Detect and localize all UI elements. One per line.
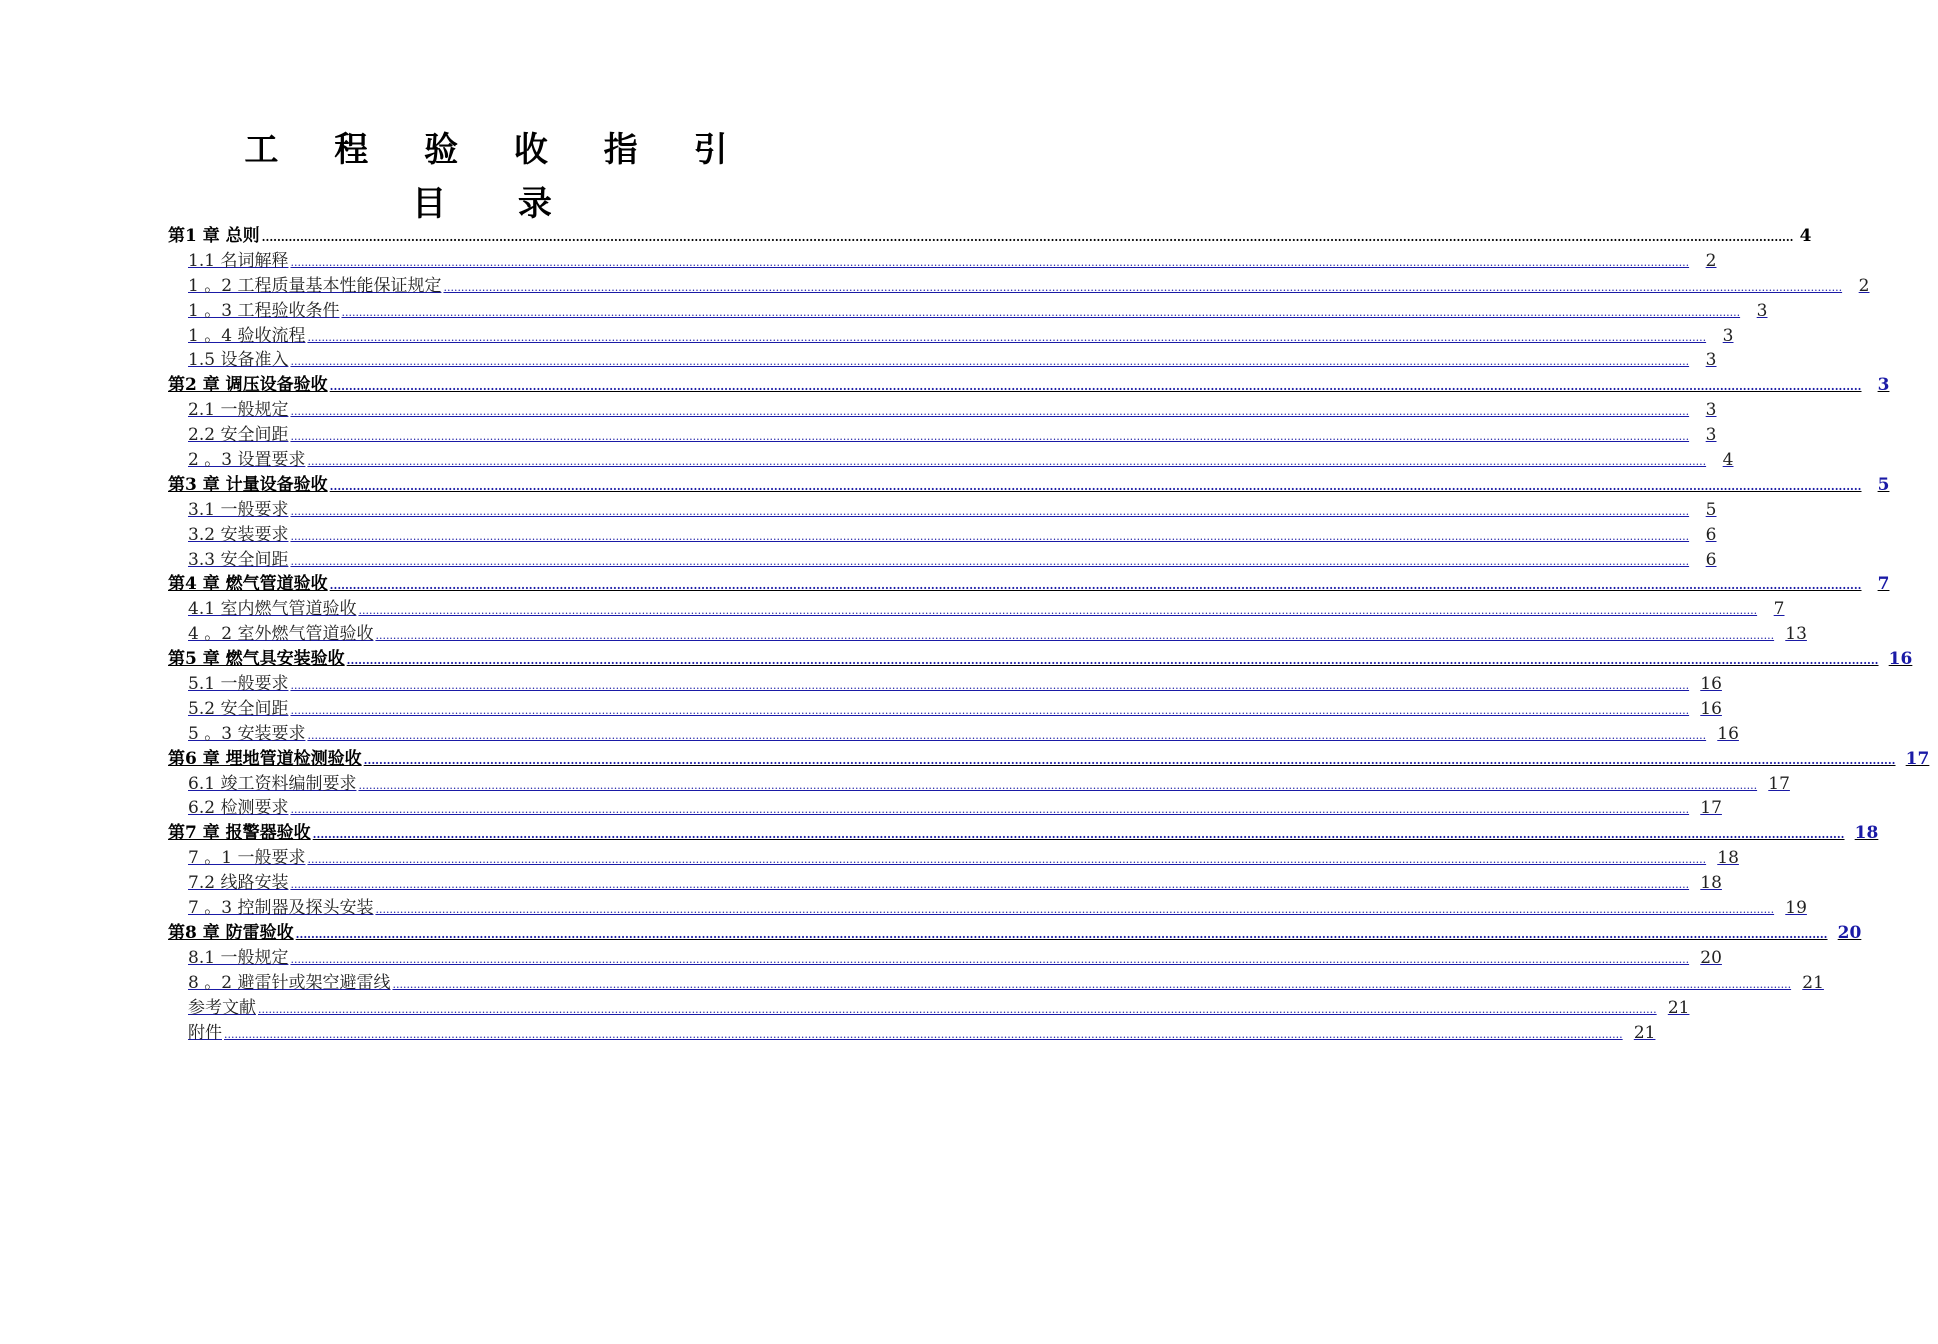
toc-section-entry[interactable]	[168, 324, 1734, 349]
toc-page-number: 16	[1700, 674, 1722, 695]
toc-page-number: 21	[1633, 1022, 1656, 1043]
toc-entry-label: 第1 章 总则	[168, 226, 260, 246]
toc-dot-leader: ................................................................................................................................................................................................................................................................................................................................................................................................................	[290, 504, 1690, 518]
toc-entry-label: 8 。2 避雷针或架空避雷线	[188, 972, 391, 993]
toc-section-entry[interactable]	[168, 448, 1734, 473]
toc-section-entry[interactable]	[168, 1021, 1656, 1046]
toc-page-number: 17	[1905, 748, 1930, 769]
toc-page-number: 20	[1700, 947, 1722, 968]
toc-dot-leader: ................................................................................................................................................................................................................................................................................................................................................................................................................	[224, 1027, 1623, 1041]
toc-dot-leader: ................................................................................................................................................................................................................................................................................................................................................................................................................	[363, 753, 1896, 767]
toc-page-number: 3	[1705, 350, 1717, 371]
toc-entry-label: 7 。3 控制器及探头安装	[188, 898, 374, 919]
toc-section-entry[interactable]	[168, 722, 1739, 747]
toc-page-number: 16	[1717, 723, 1739, 744]
toc-chapter-entry[interactable]	[168, 921, 1862, 946]
toc-page-number: 7	[1773, 599, 1785, 620]
toc-page-number: 3	[1705, 400, 1717, 421]
toc-chapter-entry[interactable]	[168, 473, 1890, 498]
toc-dot-leader: ................................................................................................................................................................................................................................................................................................................................................................................................................	[290, 679, 1690, 693]
toc-chapter-entry[interactable]	[168, 821, 1879, 846]
toc-dot-leader: ................................................................................................................................................................................................................................................................................................................................................................................................................	[290, 255, 1690, 269]
toc-entry-label: 2.2 安全间距	[188, 425, 289, 446]
toc-section-entry[interactable]	[168, 796, 1722, 821]
toc-page-number: 3	[1877, 375, 1890, 396]
toc-page-number: 7	[1877, 574, 1890, 595]
toc-page-number: 5	[1877, 474, 1890, 495]
toc-entry-label: 1.5 设备准入	[188, 350, 289, 371]
toc-entry-label: 7 。1 一般要求	[188, 848, 306, 869]
toc-dot-leader: ................................................................................................................................................................................................................................................................................................................................................................................................................	[341, 305, 1741, 319]
toc-dot-leader: ................................................................................................................................................................................................................................................................................................................................................................................................................	[346, 654, 1879, 668]
toc-entry-label: 2 。3 设置要求	[188, 450, 306, 471]
toc-dot-leader: ................................................................................................................................................................................................................................................................................................................................................................................................................	[261, 231, 1794, 244]
toc-page-number: 18	[1700, 873, 1722, 894]
toc-heading: 目 录	[412, 184, 582, 224]
toc-section-entry[interactable]	[168, 523, 1717, 548]
toc-chapter-entry[interactable]	[168, 373, 1890, 398]
toc-dot-leader: ................................................................................................................................................................................................................................................................................................................................................................................................................	[392, 977, 1792, 991]
toc-entry-label: 第3 章 计量设备验收	[168, 474, 328, 495]
toc-dot-leader: ................................................................................................................................................................................................................................................................................................................................................................................................................	[358, 604, 1758, 618]
toc-page-number: 3	[1705, 425, 1717, 446]
toc-section-entry[interactable]	[168, 597, 1785, 622]
toc-dot-leader: ................................................................................................................................................................................................................................................................................................................................................................................................................	[358, 778, 1758, 792]
toc-page-number: 20	[1837, 922, 1862, 943]
toc-entry-label: 第2 章 调压设备验收	[168, 375, 328, 396]
toc-dot-leader: ................................................................................................................................................................................................................................................................................................................................................................................................................	[290, 952, 1690, 966]
toc-page-number: 19	[1785, 898, 1807, 919]
toc-section-entry[interactable]	[168, 946, 1722, 971]
toc-entry-label: 3.2 安装要求	[188, 524, 289, 545]
toc-dot-leader: ................................................................................................................................................................................................................................................................................................................................................................................................................	[329, 380, 1862, 394]
toc-entry-label: 3.1 一般要求	[188, 499, 289, 520]
toc-dot-leader: ................................................................................................................................................................................................................................................................................................................................................................................................................	[375, 903, 1775, 917]
toc-dot-leader: ................................................................................................................................................................................................................................................................................................................................................................................................................	[290, 529, 1690, 543]
toc-entry-label: 1 。2 工程质量基本性能保证规定	[188, 275, 442, 296]
toc-entry-label: 第6 章 埋地管道检测验收	[168, 748, 362, 769]
toc-dot-leader: ................................................................................................................................................................................................................................................................................................................................................................................................................	[443, 280, 1843, 294]
toc-section-entry[interactable]	[168, 299, 1768, 324]
toc-dot-leader: ................................................................................................................................................................................................................................................................................................................................................................................................................	[290, 703, 1690, 717]
toc-section-entry[interactable]	[168, 971, 1824, 996]
toc-dot-leader: ................................................................................................................................................................................................................................................................................................................................................................................................................	[295, 927, 1828, 941]
toc-page-number: 21	[1802, 972, 1824, 993]
toc-page-number: 6	[1705, 524, 1717, 545]
toc-entry-label: 附件	[188, 1022, 222, 1043]
toc-entry-label: 5.1 一般要求	[188, 674, 289, 695]
toc-section-entry[interactable]	[168, 871, 1722, 896]
toc-entry-label: 第8 章 防雷验收	[168, 922, 294, 943]
toc-dot-leader: ................................................................................................................................................................................................................................................................................................................................................................................................................	[290, 430, 1690, 444]
toc-section-entry[interactable]	[168, 996, 1690, 1021]
toc-section-entry[interactable]	[168, 348, 1717, 373]
toc-dot-leader: ................................................................................................................................................................................................................................................................................................................................................................................................................	[307, 455, 1707, 469]
toc-dot-leader: ................................................................................................................................................................................................................................................................................................................................................................................................................	[290, 405, 1690, 419]
toc-chapter-entry[interactable]	[168, 572, 1890, 597]
toc-page-number: 17	[1768, 773, 1790, 794]
toc-page-number: 18	[1717, 848, 1739, 869]
toc-dot-leader: ................................................................................................................................................................................................................................................................................................................................................................................................................	[329, 479, 1862, 493]
toc-section-entry[interactable]	[168, 398, 1717, 423]
toc-dot-leader: ................................................................................................................................................................................................................................................................................................................................................................................................................	[290, 355, 1690, 369]
toc-section-entry[interactable]	[168, 846, 1739, 871]
toc-page-number: 16	[1888, 649, 1913, 670]
toc-page-number: 4	[1799, 226, 1812, 246]
toc-page-number: 6	[1705, 549, 1717, 570]
toc-entry-label: 6.2 检测要求	[188, 798, 289, 819]
toc-dot-leader: ................................................................................................................................................................................................................................................................................................................................................................................................................	[312, 828, 1845, 842]
toc-entry-label: 参考文献	[188, 997, 256, 1018]
toc-page-number: 16	[1700, 698, 1722, 719]
toc-section-entry[interactable]	[168, 548, 1717, 573]
toc-page-number: 4	[1722, 450, 1734, 471]
toc-page-number: 18	[1854, 823, 1879, 844]
toc-section-entry[interactable]	[168, 423, 1717, 448]
toc-dot-leader: ................................................................................................................................................................................................................................................................................................................................................................................................................	[329, 579, 1862, 593]
toc-entry-label: 5.2 安全间距	[188, 698, 289, 719]
toc-entry-label: 4.1 室内燃气管道验收	[188, 599, 357, 620]
toc-page-number: 5	[1705, 499, 1717, 520]
document-title: 工 程 验 收 指 引	[244, 130, 750, 170]
table-of-contents	[168, 224, 1930, 1045]
toc-entry-label: 2.1 一般规定	[188, 400, 289, 421]
toc-dot-leader: ................................................................................................................................................................................................................................................................................................................................................................................................................	[375, 629, 1775, 643]
toc-section-entry[interactable]	[168, 697, 1722, 722]
toc-section-entry[interactable]	[168, 622, 1807, 647]
toc-dot-leader: ................................................................................................................................................................................................................................................................................................................................................................................................................	[307, 728, 1707, 742]
toc-dot-leader: ................................................................................................................................................................................................................................................................................................................................................................................................................	[290, 554, 1690, 568]
toc-chapter-entry[interactable]	[168, 647, 1913, 672]
toc-chapter-entry[interactable]	[168, 224, 1812, 249]
toc-page-number: 3	[1756, 300, 1768, 321]
toc-entry-label: 第4 章 燃气管道验收	[168, 574, 328, 595]
toc-entry-label: 5 。3 安装要求	[188, 723, 306, 744]
toc-dot-leader: ................................................................................................................................................................................................................................................................................................................................................................................................................	[307, 853, 1707, 867]
toc-page-number: 17	[1700, 798, 1722, 819]
toc-page-number: 3	[1722, 325, 1734, 346]
toc-entry-label: 3.3 安全间距	[188, 549, 289, 570]
toc-dot-leader: ................................................................................................................................................................................................................................................................................................................................................................................................................	[307, 330, 1707, 344]
toc-entry-label: 1.1 名词解释	[188, 250, 289, 271]
toc-entry-label: 第7 章 报警器验收	[168, 823, 311, 844]
toc-section-entry[interactable]	[168, 772, 1790, 797]
toc-entry-label: 8.1 一般规定	[188, 947, 289, 968]
toc-entry-label: 1 。4 验收流程	[188, 325, 306, 346]
toc-page-number: 21	[1667, 997, 1690, 1018]
toc-dot-leader: ................................................................................................................................................................................................................................................................................................................................................................................................................	[258, 1002, 1657, 1016]
toc-page-number: 2	[1858, 275, 1870, 296]
toc-section-entry[interactable]	[168, 274, 1870, 299]
toc-page-number: 2	[1705, 250, 1717, 271]
toc-section-entry[interactable]	[168, 672, 1722, 697]
toc-entry-label: 6.1 竣工资料编制要求	[188, 773, 357, 794]
toc-dot-leader: ................................................................................................................................................................................................................................................................................................................................................................................................................	[290, 803, 1690, 817]
toc-section-entry[interactable]	[168, 498, 1717, 523]
toc-dot-leader: ................................................................................................................................................................................................................................................................................................................................................................................................................	[290, 878, 1690, 892]
toc-section-entry[interactable]	[168, 249, 1717, 274]
toc-chapter-entry[interactable]	[168, 747, 1930, 772]
toc-entry-label: 4 。2 室外燃气管道验收	[188, 624, 374, 645]
toc-section-entry[interactable]	[168, 896, 1807, 921]
toc-page-number: 13	[1785, 624, 1807, 645]
toc-entry-label: 第5 章 燃气具安装验收	[168, 649, 345, 670]
toc-entry-label: 7.2 线路安装	[188, 873, 289, 894]
toc-entry-label: 1 。3 工程验收条件	[188, 300, 340, 321]
